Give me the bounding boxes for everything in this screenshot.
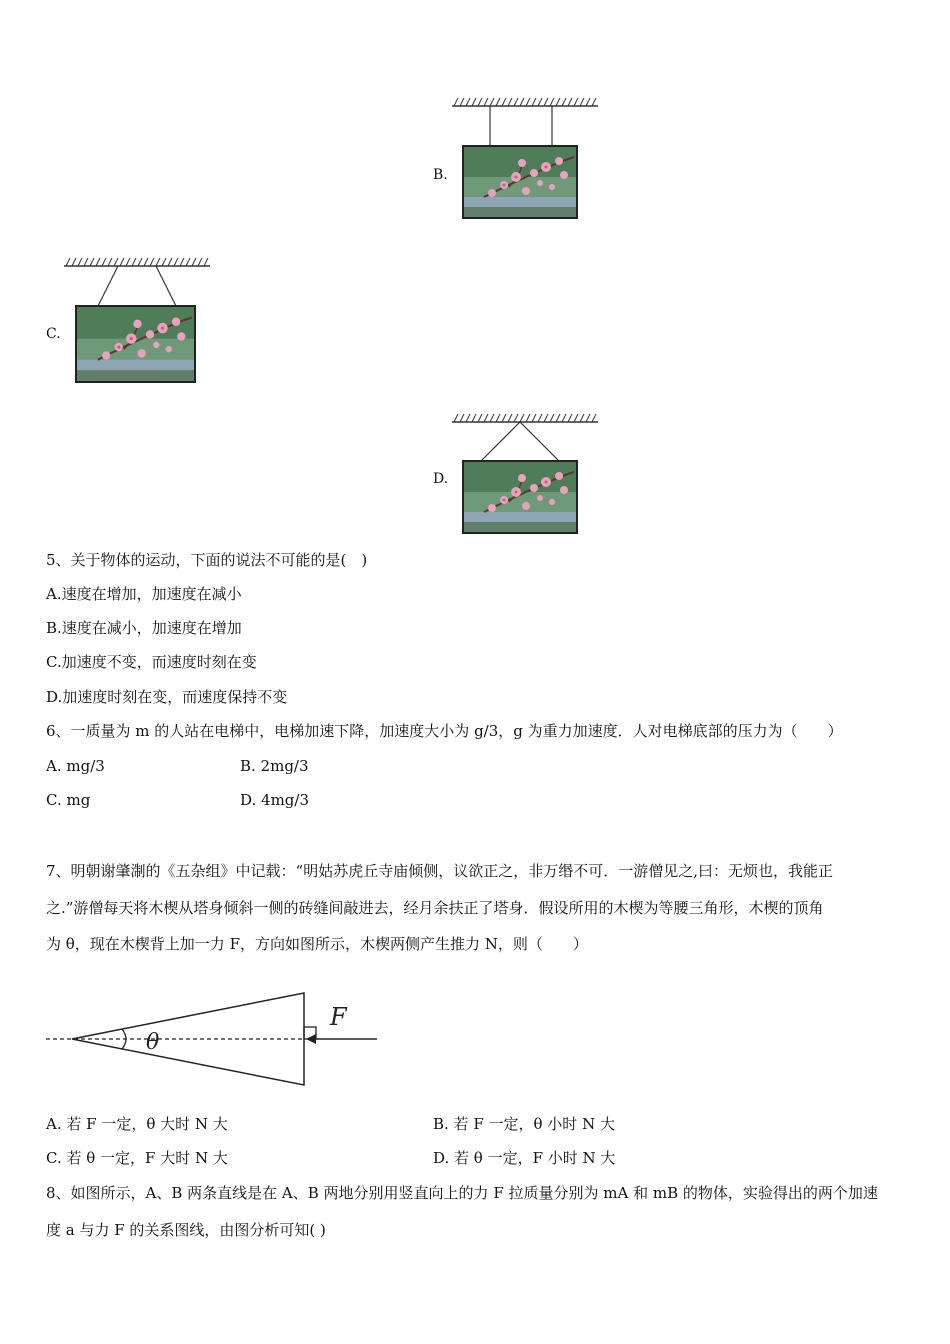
q6-option-c: C. mg	[46, 791, 91, 809]
hanging-wires-d	[452, 422, 598, 462]
q7-stem-line1: 7、明朝谢肇淛的《五杂组》中记载：“明姑苏虎丘寺庙倾侧，议欲正之，非万缗不可．一游僧见之,曰：无烦也，我能正	[46, 862, 833, 880]
q5-option-d: D.加速度时刻在变，而速度保持不变	[46, 688, 288, 706]
force-label: F	[330, 1003, 347, 1031]
theta-label: θ	[146, 1030, 160, 1055]
option-c-label: C.	[46, 326, 61, 342]
q6-stem: 6、一质量为 m 的人站在电梯中，电梯加速下降，加速度大小为 g/3，g 为重力加速度．人对电梯底部的压力为（ ）	[46, 722, 843, 740]
q7-option-d: D. 若 θ 一定，F 小时 N 大	[433, 1149, 616, 1167]
force-arrow-head	[306, 1034, 316, 1044]
q8-stem-line2: 度 a 与力 F 的关系图线，由图分析可知( )	[46, 1221, 326, 1239]
q6-option-d: D. 4mg/3	[240, 791, 309, 809]
option-d-label: D.	[433, 471, 449, 487]
option-b-label: B.	[433, 167, 448, 183]
blossom-picture-d	[462, 460, 578, 534]
q5-option-a: A.速度在增加，加速度在减小	[46, 585, 242, 603]
q6-option-b: B. 2mg/3	[240, 757, 309, 775]
blossom-picture-c	[75, 305, 196, 383]
q5-option-b: B.速度在减小，加速度在增加	[46, 619, 242, 637]
q5-stem: 5、关于物体的运动，下面的说法不可能的是( )	[46, 551, 368, 569]
hanging-wires-b	[452, 106, 598, 146]
hanging-wires-c	[64, 266, 210, 306]
blossom-picture-b	[462, 145, 578, 219]
q6-option-a: A. mg/3	[46, 757, 105, 775]
q7-option-c: C. 若 θ 一定，F 大时 N 大	[46, 1149, 228, 1167]
q5-option-c: C.加速度不变，而速度时刻在变	[46, 653, 257, 671]
q7-stem-line3: 为 θ，现在木楔背上加一力 F，方向如图所示，木楔两侧产生推力 N，则（ ）	[46, 935, 588, 953]
q8-stem-line1: 8、如图所示，A、B 两条直线是在 A、B 两地分别用竖直向上的力 F 拉质量分别为 mA 和 mB 的物体，实验得出的两个加速	[46, 1184, 878, 1202]
q7-option-b: B. 若 F 一定，θ 小时 N 大	[433, 1115, 615, 1133]
q7-option-a: A. 若 F 一定，θ 大时 N 大	[46, 1115, 228, 1133]
q7-stem-line2: 之.”游僧每天将木楔从塔身倾斜一侧的砖缝间敲进去，经月余扶正了塔身．假设所用的木楔为等腰三角形，木楔的顶角	[46, 899, 824, 917]
wedge-diagram	[44, 985, 384, 1090]
